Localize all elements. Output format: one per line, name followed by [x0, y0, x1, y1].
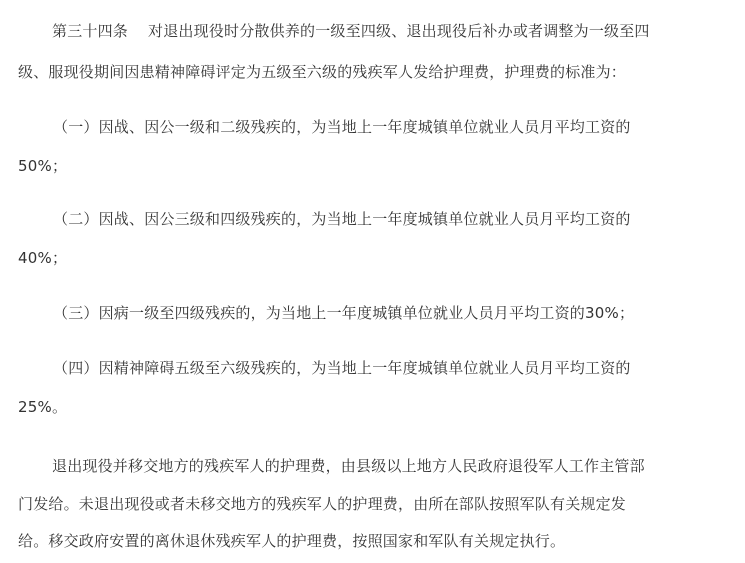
item-1-line-2: 50%； — [18, 157, 68, 175]
closing-line-1: 退出现役并移交地方的残疾军人的护理费，由县级以上地方人民政府退役军人工作主管部 — [52, 457, 645, 475]
item-1-line-1: （一）因战、因公一级和二级残疾的，为当地上一年度城镇单位就业人员月平均工资的 — [53, 118, 631, 136]
article-heading: 第三十四条 — [52, 22, 129, 40]
item-2-line-2: 40%； — [18, 249, 68, 267]
article-intro-line-1: 对退出现役时分散供养的一级至四级、退出现役后补办或者调整为一级至四 — [148, 22, 650, 40]
article-first-line — [52, 20, 650, 42]
item-3-line-1: （三）因病一级至四级残疾的，为当地上一年度城镇单位就业人员月平均工资的30%； — [53, 304, 635, 322]
closing-line-3: 给。移交政府安置的离休退休残疾军人的护理费，按照国家和军队有关规定执行。 — [18, 532, 566, 550]
item-4-line-1: （四）因精神障碍五级至六级残疾的，为当地上一年度城镇单位就业人员月平均工资的 — [53, 359, 631, 377]
closing-line-2: 门发给。未退出现役或者未移交地方的残疾军人的护理费，由所在部队按照军队有关规定发 — [18, 495, 627, 513]
item-2-line-1: （二）因战、因公三级和四级残疾的，为当地上一年度城镇单位就业人员月平均工资的 — [53, 210, 631, 228]
item-4-line-2: 25%。 — [18, 398, 68, 416]
article-intro-line-2: 级、服现役期间因患精神障碍评定为五级至六级的残疾军人发给护理费，护理费的标准为： — [18, 63, 627, 81]
